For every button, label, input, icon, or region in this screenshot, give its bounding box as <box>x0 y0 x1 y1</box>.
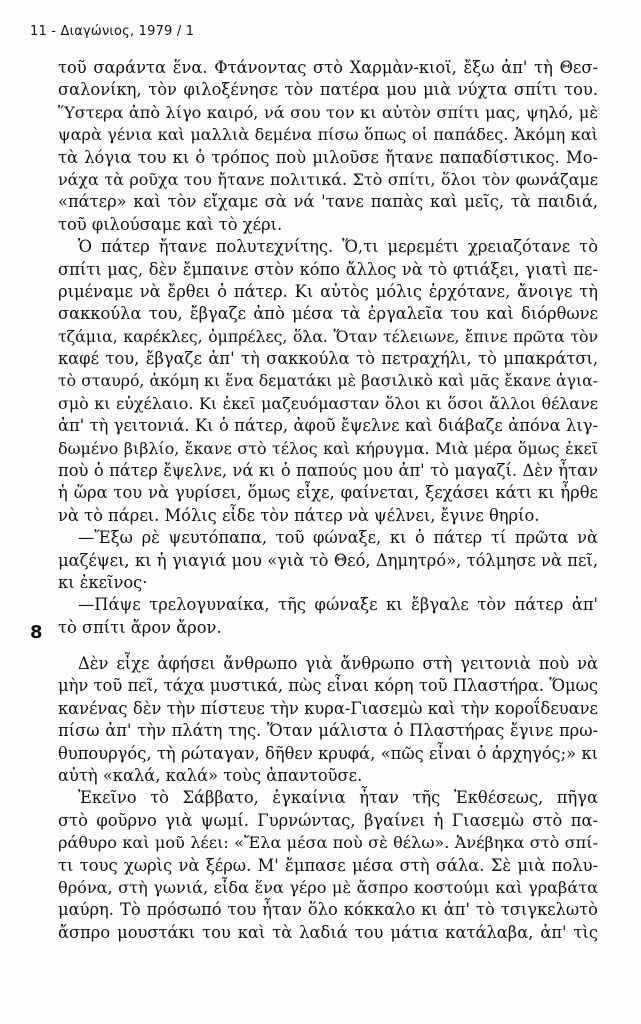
text-line: τι τους χωρὶς νὰ ξέρω. Μ' ἔμπασε μέσα στὴ σάλα. Σὲ μιὰ πολυ- <box>58 855 598 875</box>
text-line: ποὺ ὁ πάτερ ἔψελνε, νά κι ὁ παπούς μου ἀπ' τὸ μαγαζί. Δὲν ἦταν <box>58 461 598 481</box>
text-line: νάχα τὰ ροῦχα του ἤτανε πολιτικά. Στὸ σπίτι, ὅλοι τὸν φωνάζαμε <box>58 169 598 189</box>
text-line: Δὲν εἶχε ἀφήσει ἄνθρωπο γιὰ ἄνθρωπο στὴ γειτονιὰ ποὺ νὰ <box>78 654 598 673</box>
text-line: τὸ σταυρό, ἀκόμη κι ἕνα δεματάκι μὲ βασιλικὸ καὶ μᾶς ἔκανε ἁγια- <box>58 371 598 391</box>
text-line: «πάτερ» καὶ τὸν εἴχαμε σὰ νά 'τανε παπὰς καὶ μεῖς, τὰ παιδιά, <box>58 192 598 212</box>
section-number: 8 <box>30 622 43 643</box>
text-line: ψαρὰ γένια καὶ μαλλιὰ δεμένα πίσω ὅπως οἱ παπάδες. Ἀκόμη καὶ <box>58 125 598 145</box>
text-line: θρόνα, στὴ γωνιά, εἶδα ἕνα γέρο μὲ ἄσπρο κοστούμι καὶ γραβάτα <box>58 877 598 897</box>
text-line: σπίτι μας, δὲν ἔμπαινε στὸν κόπο ἄλλος νὰ τὸ φτιάξει, γιατὶ πε- <box>58 259 598 279</box>
text-line: κανένας δὲν τὴν πίστευε τὴν κυρα-Γιασεμὼ καὶ τὴν κοροΐδευανε <box>58 698 598 718</box>
text-block-section-8 <box>58 653 598 944</box>
text-line: στὸ φοῦρνο γιὰ ψωμί. Γυρνώντας, βγαίνει ἡ Γιασεμὼ στὸ πα- <box>58 810 598 830</box>
text-line: ἀπ' τὴ γειτονιά. Κι ὁ πάτερ, ἀφοῦ ἔψελνε καὶ διάβαζε ἀπόνα λιγ- <box>58 416 598 436</box>
text-line: μὴν τοῦ πεῖ, τάχα μυστικά, πὼς εἶναι κόρη τοῦ Πλαστήρα. Ὅμως <box>58 676 598 696</box>
text-line: —Ἔξω ρὲ ψευτόπαπα, τοῦ φώναξε, κι ὁ πάτερ τί πρῶτα νὰ <box>78 528 598 548</box>
text-line: σαλονίκη, τὸν φιλοξένησε τὸν πατέρα μου μιὰ νύχτα σπίτι του. <box>58 80 598 100</box>
text-line: πίσω ἀπ' τὴν πλάτη της. Ὅταν μάλιστα ὁ Πλαστήρας ἔγινε πρω- <box>58 721 598 741</box>
text-line: ἡ ὥρα του νὰ γυρίσει, ὅμως εἶχε, φαίνεται, ξεχάσει κάτι κι ἦρθε <box>58 483 598 503</box>
text-line: ριμέναμε νὰ ἔρθει ὁ πάτερ. Κι αὐτὸς μόλις ἐρχότανε, ἄνοιγε τὴ <box>58 281 598 301</box>
text-line: ἄσπρο μουστάκι του καὶ τὰ λαδιά του μάτια κατάλαβα, ἀπ' τὶς <box>58 922 598 942</box>
text-line: νὰ τὸ πάρει. Μόλις εἶδε τὸν πάτερ νὰ ψέλνει, ἔγινε θηρίο. <box>58 505 540 525</box>
text-line: τὸ σπίτι ἄρον ἄρον. <box>58 617 222 637</box>
text-line: τοῦ σαράντα ἕνα. Φτάνοντας στὸ Χαρμὰν-κιοϊ, ἔξω ἀπ' τὴ Θεσ- <box>58 58 598 77</box>
text-line: —Πάψε τρελογυναίκα, τῆς φώναξε κι ἔβγαλε τὸν πάτερ ἀπ' <box>78 595 598 615</box>
text-line: Ὕστερα ἀπὸ λίγο καιρό, νά σου τον κι αὐτὸν σπίτι μας, ψηλό, μὲ <box>58 102 598 122</box>
text-line: κι ἐκεῖνος· <box>58 572 148 592</box>
text-line: σμὸ κι εὐχέλαιο. Κι ἐκεῖ μαζευόμασταν ὅλοι κι ὅσοι ἄλλοι θέλανε <box>58 393 598 413</box>
text-line: θυπουργός, τὴ ρώταγαν, δῆθεν κρυφά, «πῶς εἶναι ὁ ἀρχηγός;» κι <box>58 743 598 763</box>
text-line: καφέ του, ἔβγαζε ἀπ' τὴ σακκούλα τὸ πετραχήλι, τὸ μπακράτσι, <box>58 349 598 369</box>
text-line: Ὁ πάτερ ἤτανε πολυτεχνίτης. Ὅ,τι μερεμέτι χρειαζότανε τὸ <box>78 237 598 257</box>
text-line: αὐτὴ «καλά, καλά» τοὺς ἀπαντοῦσε. <box>58 765 363 785</box>
text-line: δωμένο βιβλίο, ἔκανε στὸ τέλος καὶ κήρυγμα. Μιὰ μέρα ὅμως ἐκεῖ <box>58 438 598 458</box>
text-line: τοῦ φιλούσαμε καὶ τὸ χέρι. <box>58 214 283 234</box>
text-line: μαζέψει, κι ἡ γιαγιά μου «γιὰ τὸ Θεό, Δημητρό», τόλμησε νὰ πεῖ, <box>58 550 598 570</box>
text-line: μαύρη. Τὸ πρόσωπό του ἦταν ὅλο κόκκαλο κι ἀπ' τὸ τσιγκελωτὸ <box>58 900 598 920</box>
text-line: τζάμια, καρέκλες, ὀμπρέλες, ὅλα. Ὅταν τέλειωνε, ἔπινε πρῶτα τὸν <box>58 326 598 346</box>
text-block-section-7 <box>58 57 598 639</box>
text-line: τὰ λόγια του κι ὁ τρόπος ποὺ μιλοῦσε ἤτανε παπαδίστικος. Μο- <box>58 147 598 167</box>
text-line: σακκούλα του, ἔβγαζε ἀπὸ μέσα τὰ ἐργαλεῖα του καὶ διόρθωνε <box>58 304 598 324</box>
text-line: Ἐκεῖνο τὸ Σάββατο, ἐγκαίνια ἦταν τῆς Ἐκθέσεως, πῆγα <box>78 788 598 808</box>
text-line: ράθυρο καὶ μοῦ λέει: «Ἔλα μέσα ποὺ σὲ θέλω». Ἀνέβηκα στὸ σπί- <box>58 833 598 853</box>
running-header: 11 - Διαγώνιος, 1979 / 1 <box>30 24 195 39</box>
